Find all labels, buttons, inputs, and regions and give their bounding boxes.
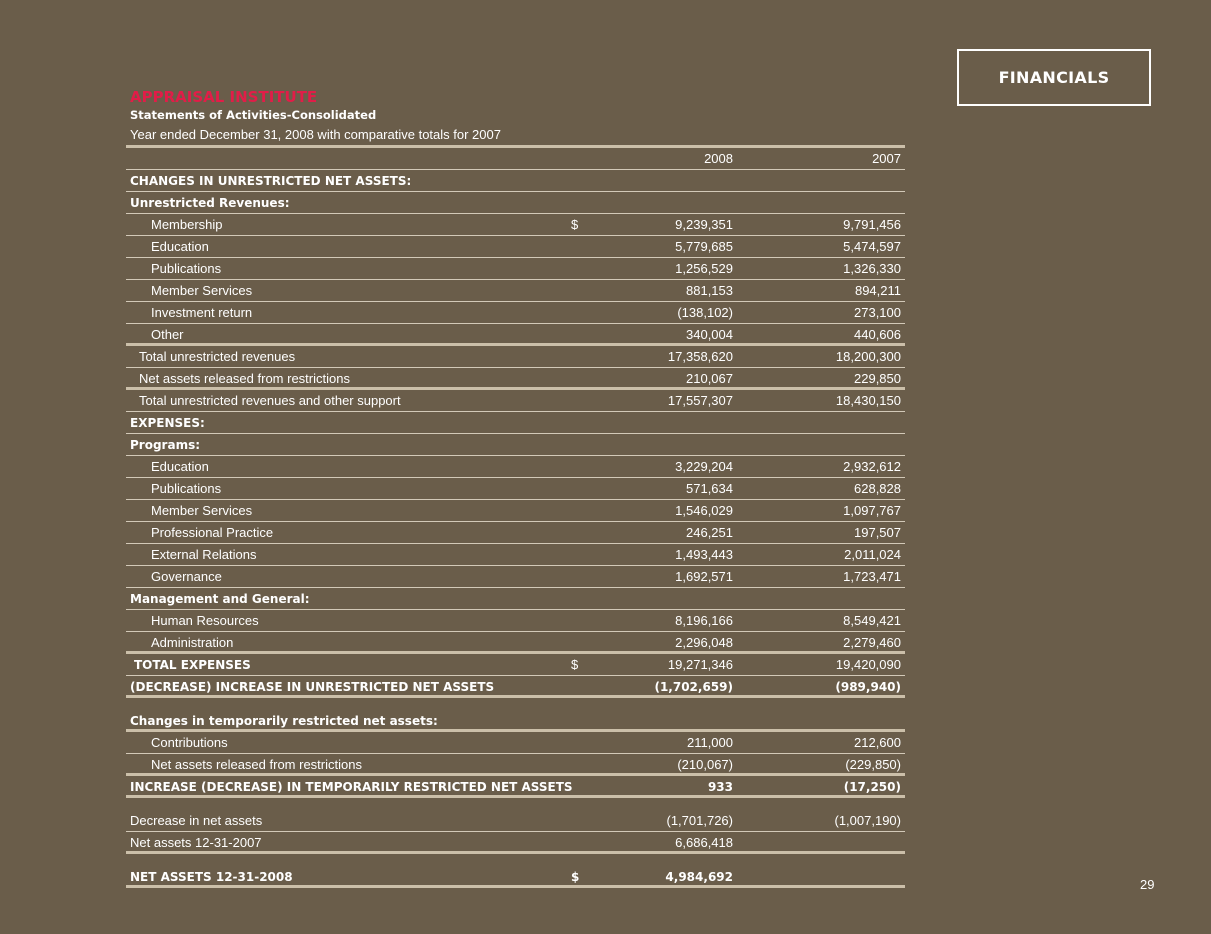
value-2007: 18,430,150 xyxy=(835,393,901,408)
value-2007: 19,420,090 xyxy=(835,657,901,672)
row-label: Education xyxy=(151,239,209,254)
value-2008: 1,546,029 xyxy=(675,503,733,518)
row-label: NET ASSETS 12-31-2008 xyxy=(130,870,293,884)
row-external-relations xyxy=(126,544,905,566)
row-publications-expense xyxy=(126,478,905,500)
row-label: Membership xyxy=(151,217,223,232)
value-2008: (1,702,659) xyxy=(654,680,733,694)
row-contributions xyxy=(126,732,905,754)
row-label: EXPENSES: xyxy=(130,416,205,430)
value-2007: 440,606 xyxy=(854,327,901,342)
row-label: Education xyxy=(151,459,209,474)
row-label: Member Services xyxy=(151,503,253,518)
value-2008: (138,102) xyxy=(677,305,733,320)
statement-header xyxy=(130,88,501,143)
row-label: Changes in temporarily restricted net assets: xyxy=(130,714,438,728)
row-label: Other xyxy=(151,327,184,342)
value-2007: (989,940) xyxy=(835,680,901,694)
value-2008: 211,000 xyxy=(686,735,733,750)
row-other xyxy=(126,324,905,346)
page-number: 29 xyxy=(1140,877,1155,892)
value-2007: 9,791,456 xyxy=(843,217,901,232)
organization-name: APPRAISAL INSTITUTE xyxy=(130,88,318,106)
value-2007: 2,279,460 xyxy=(843,635,901,650)
statement-title: Statements of Activities-Consolidated xyxy=(130,108,377,122)
row-label: TOTAL EXPENSES xyxy=(134,658,251,672)
section-unrestricted-revenues xyxy=(126,192,905,214)
row-label: (DECREASE) INCREASE IN UNRESTRICTED NET ASSETS xyxy=(130,680,495,694)
statement-of-activities-table xyxy=(126,145,905,888)
row-label: Human Resources xyxy=(151,613,259,628)
row-label: Governance xyxy=(151,569,222,584)
value-2008: 1,493,443 xyxy=(675,547,733,562)
value-2008: 19,271,346 xyxy=(667,657,733,672)
value-2007: 229,850 xyxy=(854,371,901,386)
row-total-unrestricted-revenues xyxy=(126,346,905,368)
column-header-2008: 2008 xyxy=(704,151,733,166)
row-label: Publications xyxy=(151,261,222,276)
row-human-resources xyxy=(126,610,905,632)
value-2008: 881,153 xyxy=(686,283,733,298)
value-2007: 1,097,767 xyxy=(843,503,901,518)
row-net-assets-released-temporary xyxy=(126,754,905,776)
row-membership xyxy=(126,214,905,236)
row-label: Total unrestricted revenues xyxy=(139,349,296,364)
value-2007: 273,100 xyxy=(854,305,901,320)
value-2008: 571,634 xyxy=(686,481,733,496)
section-programs xyxy=(126,434,905,456)
row-net-assets-2007 xyxy=(126,832,905,854)
row-professional-practice xyxy=(126,522,905,544)
value-2008: (1,701,726) xyxy=(666,813,733,828)
value-2007: 2,011,024 xyxy=(844,547,901,562)
row-label: Decrease in net assets xyxy=(130,813,263,828)
value-2008: 1,692,571 xyxy=(675,569,733,584)
row-net-assets-2008 xyxy=(126,866,905,888)
value-2007: 5,474,597 xyxy=(843,239,901,254)
section-changes-unrestricted xyxy=(126,170,905,192)
row-label: Administration xyxy=(151,635,234,650)
value-2007: 18,200,300 xyxy=(835,349,901,364)
row-decrease-unrestricted xyxy=(126,676,905,698)
value-2008: (210,067) xyxy=(677,757,733,772)
value-2007: 894,211 xyxy=(854,283,901,298)
section-changes-temporarily-restricted xyxy=(126,710,905,732)
row-label: Net assets 12-31-2007 xyxy=(130,835,262,850)
spacer xyxy=(126,698,905,710)
financials-label-box: FINANCIALS xyxy=(957,49,1151,106)
row-label: Management and General: xyxy=(130,592,310,606)
value-2007: 8,549,421 xyxy=(843,613,901,628)
row-label: CHANGES IN UNRESTRICTED NET ASSETS: xyxy=(130,174,412,188)
value-2008: 246,251 xyxy=(686,525,733,540)
value-2008: 3,229,204 xyxy=(675,459,733,474)
row-member-services-expense xyxy=(126,500,905,522)
row-label: Net assets released from restrictions xyxy=(139,371,350,386)
value-2007: 1,326,330 xyxy=(843,261,901,276)
column-header-row xyxy=(126,148,905,170)
dollar-sign: $ xyxy=(571,217,579,232)
row-decrease-net-assets xyxy=(126,810,905,832)
row-label: Publications xyxy=(151,481,222,496)
row-member-services-revenue xyxy=(126,280,905,302)
value-2007: (229,850) xyxy=(845,757,901,772)
row-label: Programs: xyxy=(130,438,201,452)
value-2008: 5,779,685 xyxy=(675,239,733,254)
row-label: Total unrestricted revenues and other support xyxy=(139,393,401,408)
row-increase-temporarily-restricted xyxy=(126,776,905,798)
spacer xyxy=(126,798,905,810)
row-label: External Relations xyxy=(151,547,257,562)
statement-period: Year ended December 31, 2008 with comparative totals for 2007 xyxy=(130,127,501,142)
row-label: Investment return xyxy=(151,305,253,320)
dollar-sign: $ xyxy=(571,657,579,672)
row-education-expense xyxy=(126,456,905,478)
value-2007: 2,932,612 xyxy=(843,459,901,474)
value-2007: 628,828 xyxy=(854,481,901,496)
value-2008: 933 xyxy=(707,780,733,794)
section-management-general xyxy=(126,588,905,610)
value-2008: 1,256,529 xyxy=(675,261,733,276)
value-2007: (1,007,190) xyxy=(834,813,901,828)
value-2008: 6,686,418 xyxy=(675,835,733,850)
dollar-sign: $ xyxy=(571,870,580,884)
row-publications-revenue xyxy=(126,258,905,280)
row-investment-return xyxy=(126,302,905,324)
value-2007: (17,250) xyxy=(843,780,901,794)
value-2008: 17,557,307 xyxy=(667,393,733,408)
value-2008: 8,196,166 xyxy=(675,613,733,628)
value-2007: 212,600 xyxy=(854,735,901,750)
value-2007: 197,507 xyxy=(854,525,901,540)
value-2008: 340,004 xyxy=(686,327,733,342)
row-net-assets-released xyxy=(126,368,905,390)
row-label: INCREASE (DECREASE) IN TEMPORARILY RESTRICTED NET ASSETS xyxy=(130,780,573,794)
section-expenses xyxy=(126,412,905,434)
value-2008: 17,358,620 xyxy=(667,349,733,364)
row-administration xyxy=(126,632,905,654)
row-education-revenue xyxy=(126,236,905,258)
row-label: Member Services xyxy=(151,283,253,298)
row-label: Contributions xyxy=(151,735,228,750)
value-2007: 1,723,471 xyxy=(843,569,901,584)
spacer xyxy=(126,854,905,866)
value-2008: 210,067 xyxy=(686,371,733,386)
value-2008: 2,296,048 xyxy=(675,635,733,650)
row-label: Professional Practice xyxy=(151,525,274,540)
row-total-expenses xyxy=(126,654,905,676)
row-label: Unrestricted Revenues: xyxy=(130,196,290,210)
row-label: Net assets released from restrictions xyxy=(151,757,362,772)
value-2008: 9,239,351 xyxy=(675,217,733,232)
row-governance xyxy=(126,566,905,588)
column-header-2007: 2007 xyxy=(872,151,901,166)
value-2008: 4,984,692 xyxy=(665,870,733,884)
row-total-support xyxy=(126,390,905,412)
